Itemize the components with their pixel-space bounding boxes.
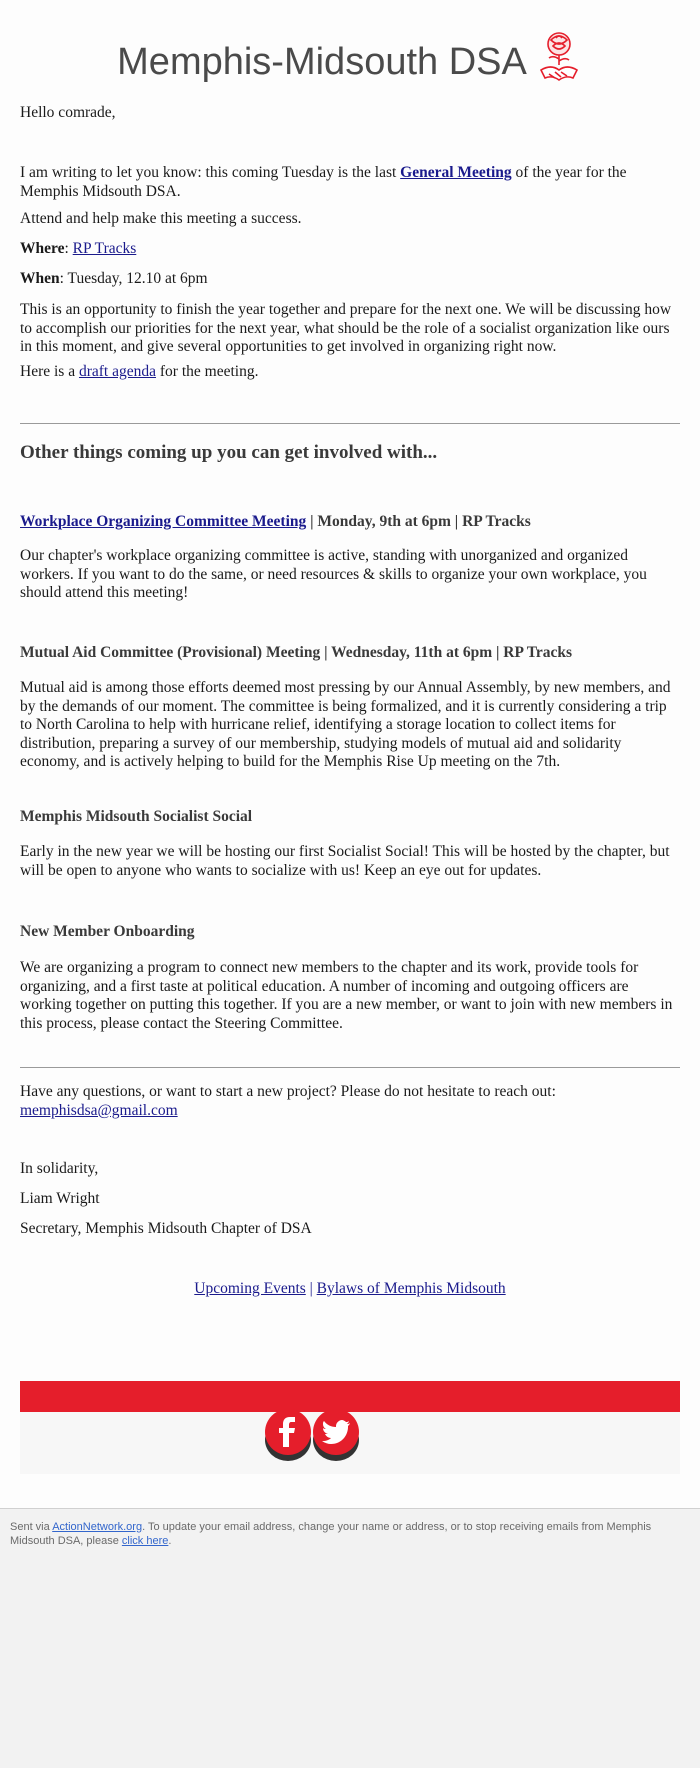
draft-agenda-link[interactable]: draft agenda [78, 363, 156, 380]
signer-role: Secretary, Memphis Midsouth Chapter of DSA [20, 1220, 312, 1237]
divider [20, 1067, 680, 1068]
other-things-heading: Other things coming up you can get involved with... [20, 442, 438, 463]
upcoming-events-link[interactable]: Upcoming Events [194, 1280, 306, 1297]
org-title: Memphis-Midsouth DSA [117, 41, 527, 84]
event-body-onboarding: We are organizing a program to connect new members to the chapter and its work, provide tools for organizing, and a first taste at political education. A number of incoming and outgoing officers are working together on putting this together. If you are a new member, or want to join with new members in this process, please contact the Steering Committee. [20, 959, 673, 1032]
event-title-onboarding: New Member Onboarding [20, 923, 195, 940]
unsubscribe-link[interactable]: click here [121, 1534, 169, 1547]
action-network-link[interactable]: ActionNetwork.org [52, 1521, 143, 1533]
rose-handshake-icon [535, 28, 583, 88]
questions-paragraph: Have any questions, or want to start a new project? Please do not hesitate to reach out: memphisdsa@gmail.com [20, 1083, 556, 1119]
event-body-workplace: Our chapter's workplace organizing committee is active, standing with unorganized and organized workers. If you want to do the same, or need resources & skills to organize your own workplace, you should attend this meeting! [20, 547, 647, 601]
when-line: When: Tuesday, 12.10 at 6pm [20, 270, 208, 287]
agenda-line: Here is a draft agenda for the meeting. [20, 363, 259, 380]
closing: In solidarity, [20, 1160, 99, 1177]
event-body-mutual-aid: Mutual aid is among those efforts deemed most pressing by our Annual Assembly, by new members, and by the demands of our moment. The committee is being formalized, and it is currently considering a trip to North Carolina to help with hurricane relief, identifying a storage location to collect items for distribution, preparing a survey of our membership, studying models of mutual aid and solidarity economy, and is actively helping to build for the Memphis Rise Up meeting on the 7th. [20, 679, 671, 770]
opportunity-paragraph: This is an opportunity to finish the year together and prepare for the next one. We will be discussing how to accomplish our priorities for the next year, what should be the role of a socialist organization like ours in this moment, and give several opportunities to get involved in organizing right now. [20, 301, 672, 355]
bottom-links: Upcoming Events | Bylaws of Memphis Midsouth [194, 1280, 506, 1297]
where-line: Where: RP Tracks [20, 240, 137, 257]
general-meeting-link[interactable]: General Meeting [400, 164, 512, 181]
attend-text: Attend and help make this meeting a success. [20, 210, 302, 227]
greeting: Hello comrade, [20, 104, 116, 121]
action-network-footer [0, 1508, 700, 1768]
event-title-social: Memphis Midsouth Socialist Social [20, 808, 253, 825]
footer-text: Sent via ActionNetwork.org. To update your email address, change your name or address, or to stop receiving emails from Memphis Midsouth DSA, please click here. [10, 1521, 652, 1547]
divider [20, 423, 680, 424]
contact-email-link[interactable]: memphisdsa@gmail.com [20, 1101, 178, 1119]
signer-name: Liam Wright [20, 1190, 100, 1207]
twitter-icon[interactable] [310, 1408, 362, 1462]
event-title-mutual-aid: Mutual Aid Committee (Provisional) Meeting | Wednesday, 11th at 6pm | RP Tracks [20, 644, 573, 661]
rp-tracks-link[interactable]: RP Tracks [72, 240, 137, 257]
bylaws-link[interactable]: Bylaws of Memphis Midsouth [316, 1280, 506, 1297]
email-header [0, 34, 700, 94]
intro-paragraph: I am writing to let you know: this coming Tuesday is the last General Meeting of the year for the Memphis Midsouth DSA. [20, 164, 627, 200]
event-title-workplace: Workplace Organizing Committee Meeting | Monday, 9th at 6pm | RP Tracks [20, 513, 531, 530]
event-body-social: Early in the new year we will be hosting our first Socialist Social! This will be hosted by the chapter, but will be open to anyone who wants to socialize with us! Keep an eye out for updates. [20, 843, 670, 879]
facebook-icon[interactable] [262, 1408, 314, 1462]
workplace-committee-link[interactable]: Workplace Organizing Committee Meeting [20, 513, 307, 530]
